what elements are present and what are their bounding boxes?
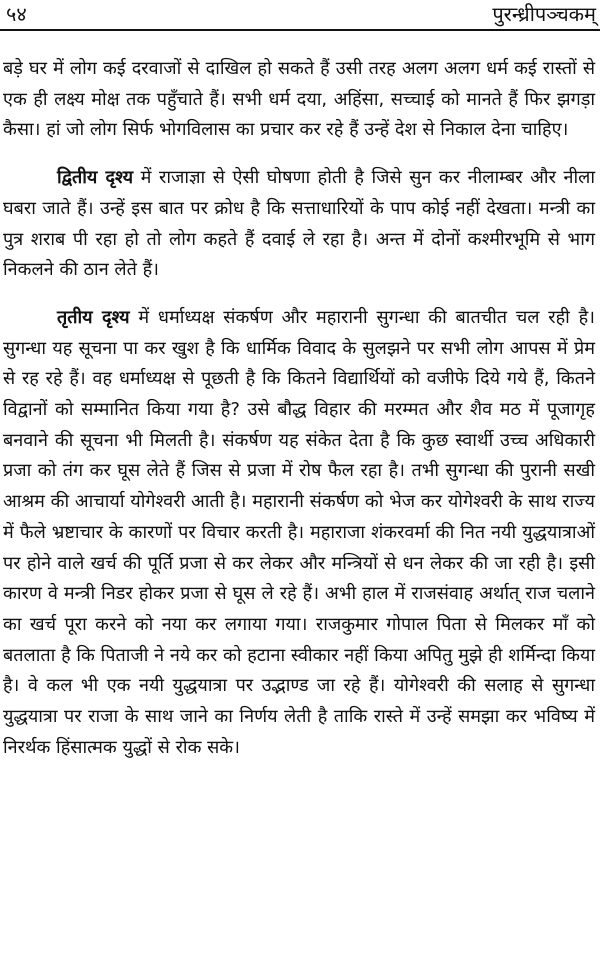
page-number: ५४ (6, 2, 27, 26)
body-text (3, 54, 595, 763)
paragraph-3-text: में धर्माध्यक्ष संकर्षण और महारानी सुगन्धा की बातचीत चल रही है। सुगन्धा यह सूचना पा कर खुश है कि धार्मिक विवाद के सुलझने पर सभी लोग आपस में प्रेम से रह रहे हैं। वह धर्माध्यक्ष से पूछती है कि कितने विद्यार्थियों को वजीफे दिये गये हैं, कितने विद्वानों को सम्मानित किया गया है? उसे बौद्ध विहार की मरम्मत और शैव मठ में पूजागृह बनवाने की सूचना भी मिलती है। संकर्षण यह संकेत देता है कि कुछ स्वार्थी उच्च अधिकारी प्रजा को तंग कर घूस लेते हैं जिस से प्रजा में रोष फैल रहा है। तभी सुगन्धा की पुरानी सखी आश्रम की आचार्या योगेश्वरी आती है। महारानी संकर्षण को भेज कर योगेश्वरी के साथ राज्य में फैले भ्रष्टाचार के कारणों पर विचार करती है। महाराजा शंकरवर्मा की नित नयी युद्धयात्राओं पर होने वाले खर्च की पूर्ति प्रजा से कर लेकर और मन्त्रियों से धन लेकर की जा रही है। इसी कारण वे मन्त्री निडर होकर प्रजा से घूस ले रहे हैं। अभी हाल में राजसंवाह अर्थात् राज चलाने का खर्च पूरा करने को नया कर लगाया गया। राजकुमार गोपाल पिता से मिलकर माँ को बतलाता है कि पिताजी ने नये कर को हटाना स्वीकार नहीं किया अपितु मुझे ही शर्मिन्दा किया है। वे कल भी एक नयी युद्धयात्रा पर उद्भाण्ड जा रहे हैं। योगेश्वरी की सलाह से सुगन्धा युद्धयात्रा पर राजा के साथ जाने का निर्णय लेती है ताकि रास्ते में उन्हें समझा कर भविष्य में निरर्थक हिंसात्मक युद्धों से रोक सके। (3, 306, 595, 758)
running-title: पुरन्ध्रीपञ्चकम् (492, 2, 596, 26)
paragraph-3-lead: तृतीय दृश्य (57, 306, 130, 328)
header-rule (0, 29, 600, 31)
paragraph-3 (3, 303, 595, 764)
paragraph-2-lead: द्वितीय दृश्य (57, 167, 134, 189)
paragraph-2 (3, 163, 595, 286)
paragraph-1-text: बड़े घर में लोग कई दरवाजों से दाखिल हो सकते हैं उसी तरह अलग अलग धर्म कई रास्तों से एक ही लक्ष्य मोक्ष तक पहुँचाते हैं। सभी धर्म दया, अहिंसा, सच्चाई को मानते हैं फिर झगड़ा कैसा। हां जो लोग सिर्फ भोगविलास का प्रचार कर रहे हैं उन्हें देश से निकाल देना चाहिए। (3, 58, 595, 141)
paragraph-2-text: में राजाज्ञा से ऐसी घोषणा होती है जिसे सुन कर नीलाम्बर और नीला घबरा जाते हैं। उन्हें इस बात पर क्रोध है कि सत्ताधारियों के पाप कोई नहीं देखता। मन्त्री का पुत्र शराब पी रहा हो तो लोग कहते हैं दवाई ले रहा है। अन्त में दोनों कश्मीरभूमि से भाग निकलने की ठान लेते हैं। (3, 167, 595, 281)
page-header (0, 0, 600, 30)
paragraph-1 (3, 54, 595, 146)
